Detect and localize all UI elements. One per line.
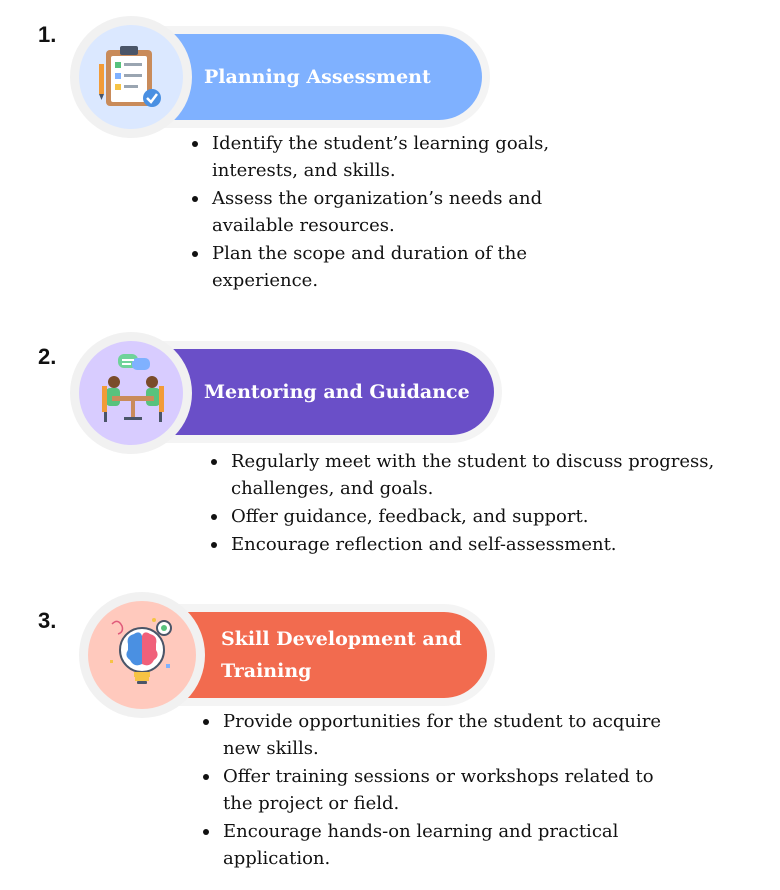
lightbulb-brain-icon — [104, 614, 180, 694]
list-item: Encourage reflection and self-assessment. — [207, 531, 747, 558]
list-item: Assess the organization’s needs and available resources. — [188, 185, 588, 239]
list-item: Regularly meet with the student to discuss progress, challenges, and goals. — [207, 448, 747, 502]
bullet-list — [199, 708, 669, 873]
list-item: Encourage hands-on learning and practical application. — [199, 818, 669, 872]
list-item: Identify the student’s learning goals, interests, and skills. — [188, 130, 588, 184]
step-title: Planning Assessment — [204, 66, 431, 88]
list-item: Offer guidance, feedback, and support. — [207, 503, 747, 530]
list-item: Provide opportunities for the student to acquire new skills. — [199, 708, 669, 762]
step-title: Mentoring and Guidance — [204, 381, 470, 403]
step-number: 3. — [38, 608, 57, 633]
list-item: Plan the scope and duration of the experience. — [188, 240, 588, 294]
step-title-pill — [175, 612, 487, 698]
step-number: 2. — [38, 344, 57, 369]
step-title: Skill Development and Training — [221, 628, 462, 682]
list-item: Offer training sessions or workshops related to the project or field. — [199, 763, 669, 817]
step-number: 1. — [38, 22, 57, 47]
